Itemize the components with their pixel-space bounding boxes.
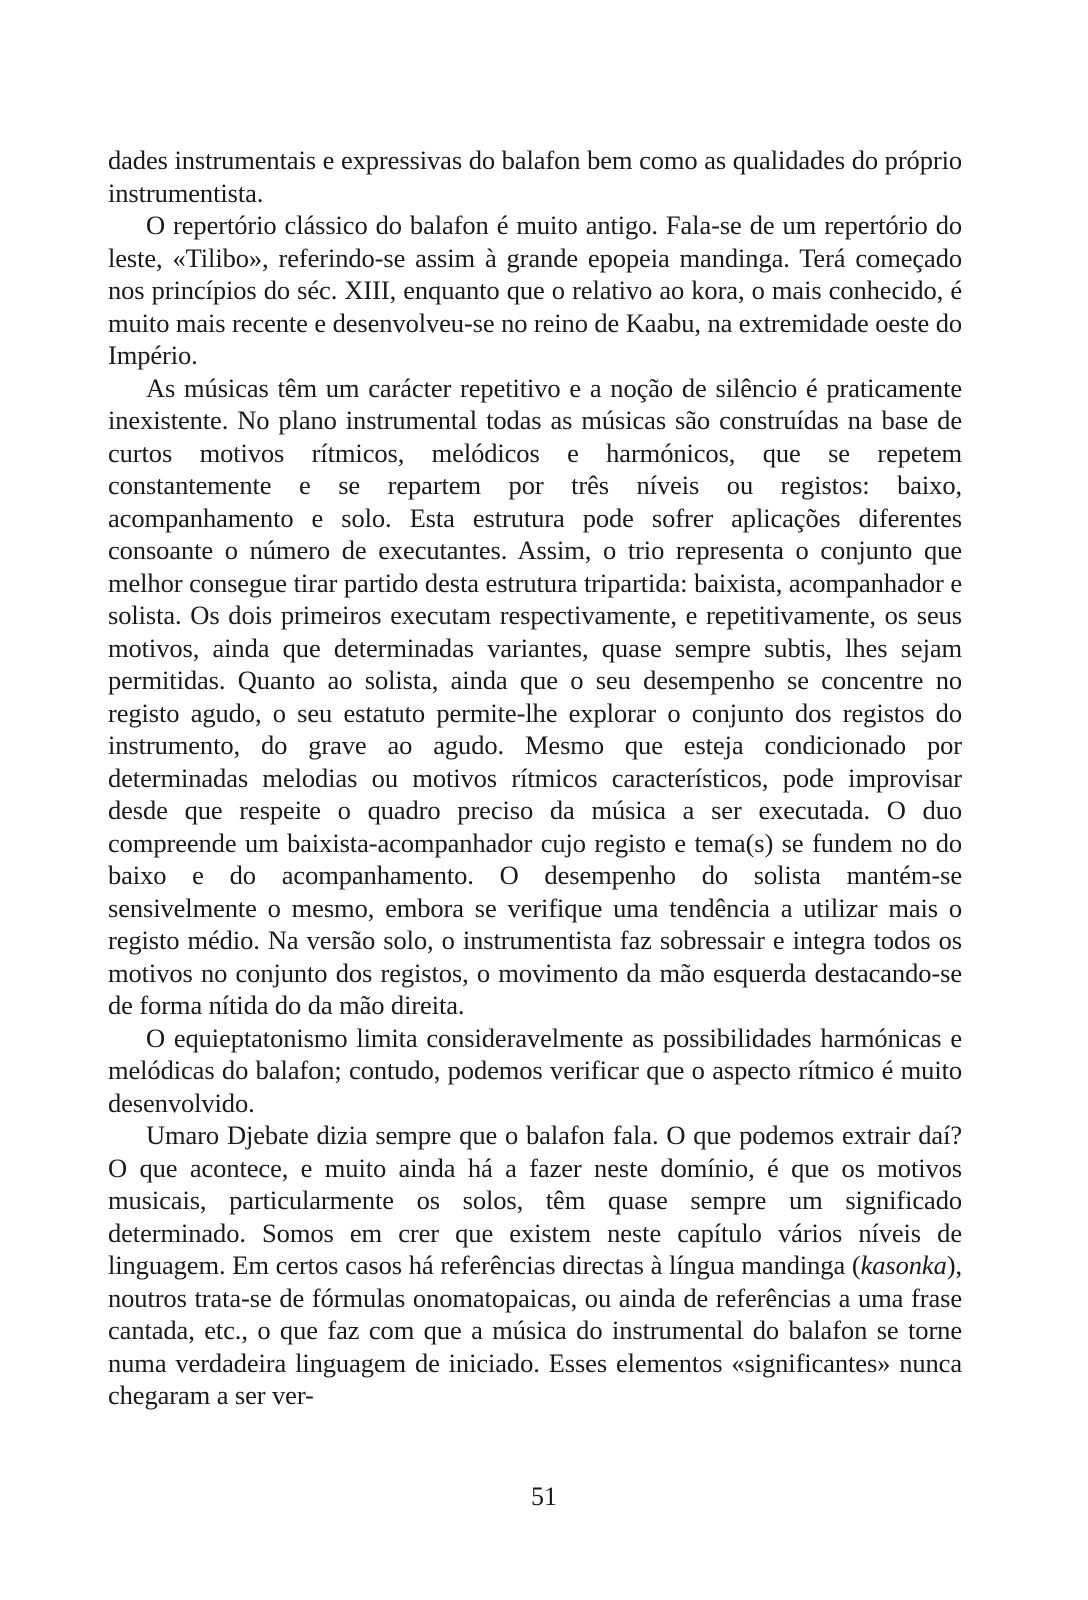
italic-term: kasonka bbox=[860, 1250, 947, 1280]
page-number: 51 bbox=[531, 1482, 557, 1511]
paragraph-5 bbox=[108, 1119, 962, 1412]
paragraph-5-end: ), noutros trata-se de fórmulas onomatopaicas, ou ainda de referências a uma frase cantada, etc., o que faz com que a música do instrumental do balafon se torne numa verdadeira linguagem de iniciado. Esses elementos «significantes» nunca chegaram a ser ver- bbox=[108, 1250, 962, 1410]
paragraph-1: dades instrumentais e expressivas do balafon bem como as qualidades do próprio instrumentista. bbox=[108, 145, 962, 208]
paragraph-3: As músicas têm um carácter repetitivo e a noção de silêncio é praticamente inexistente. No plano instrumental todas as músicas são construídas na base de curtos motivos rítmicos, melódicos e harmónicos, que se repetem constantemente e se repartem por três níveis ou registos: baixo, acompanhamento e solo. Esta estrutura pode sofrer aplicações diferentes consoante o número de executantes. Assim, o trio representa o conjunto que melhor consegue tirar partido desta estrutura tripartida: baixista, acompanhador e solista. Os dois primeiros executam respectivamente, e repetitivamente, os seus motivos, ainda que determinadas variantes, quase sempre subtis, lhes sejam permitidas. Quanto ao solista, ainda que o seu desempenho se concentre no registo agudo, o seu estatuto permite-lhe explorar o conjunto dos registos do instrumento, do grave ao agudo. Mesmo que esteja condicionado por determinadas melodias ou motivos rítmicos característicos, pode improvisar desde que respeite o quadro preciso da música a ser executada. O duo compreende um baixista-acompanhador cujo registo e tema(s) se fundem no do baixo e do acompanhamento. O desempenho do solista mantém-se sensivelmente o mesmo, embora se verifique uma tendência a utilizar mais o registo médio. Na versão solo, o instrumentista faz sobressair e integra todos os motivos no conjunto dos registos, o movimento da mão esquerda destacando-se de forma nítida do da mão direita. bbox=[108, 372, 962, 1020]
body-text bbox=[108, 144, 962, 1412]
paragraph-4: O equieptatonismo limita consideravelmente as possibilidades harmónicas e melódicas do balafon; contudo, podemos verificar que o aspecto rítmico é muito desenvolvido. bbox=[108, 1022, 962, 1118]
paragraph-2: O repertório clássico do balafon é muito antigo. Fala-se de um repertório do leste, «Tilibo», referindo-se assim à grande epopeia mandinga. Terá começado nos princípios do séc. XIII, enquanto que o relativo ao kora, o mais conhecido, é muito mais recente e desenvolveu-se no reino de Kaabu, na extremidade oeste do Império. bbox=[108, 210, 962, 370]
paragraph-5-start: Umaro Djebate dizia sempre que o balafon fala. O que podemos extrair daí? O que acontece, e muito ainda há a fazer neste domínio, é que os motivos musicais, particularmente os solos, têm quase sempre um significado determinado. Somos em crer que existem neste capítulo vários níveis de linguagem. Em certos casos há referências directas à língua mandinga ( bbox=[108, 1120, 962, 1280]
